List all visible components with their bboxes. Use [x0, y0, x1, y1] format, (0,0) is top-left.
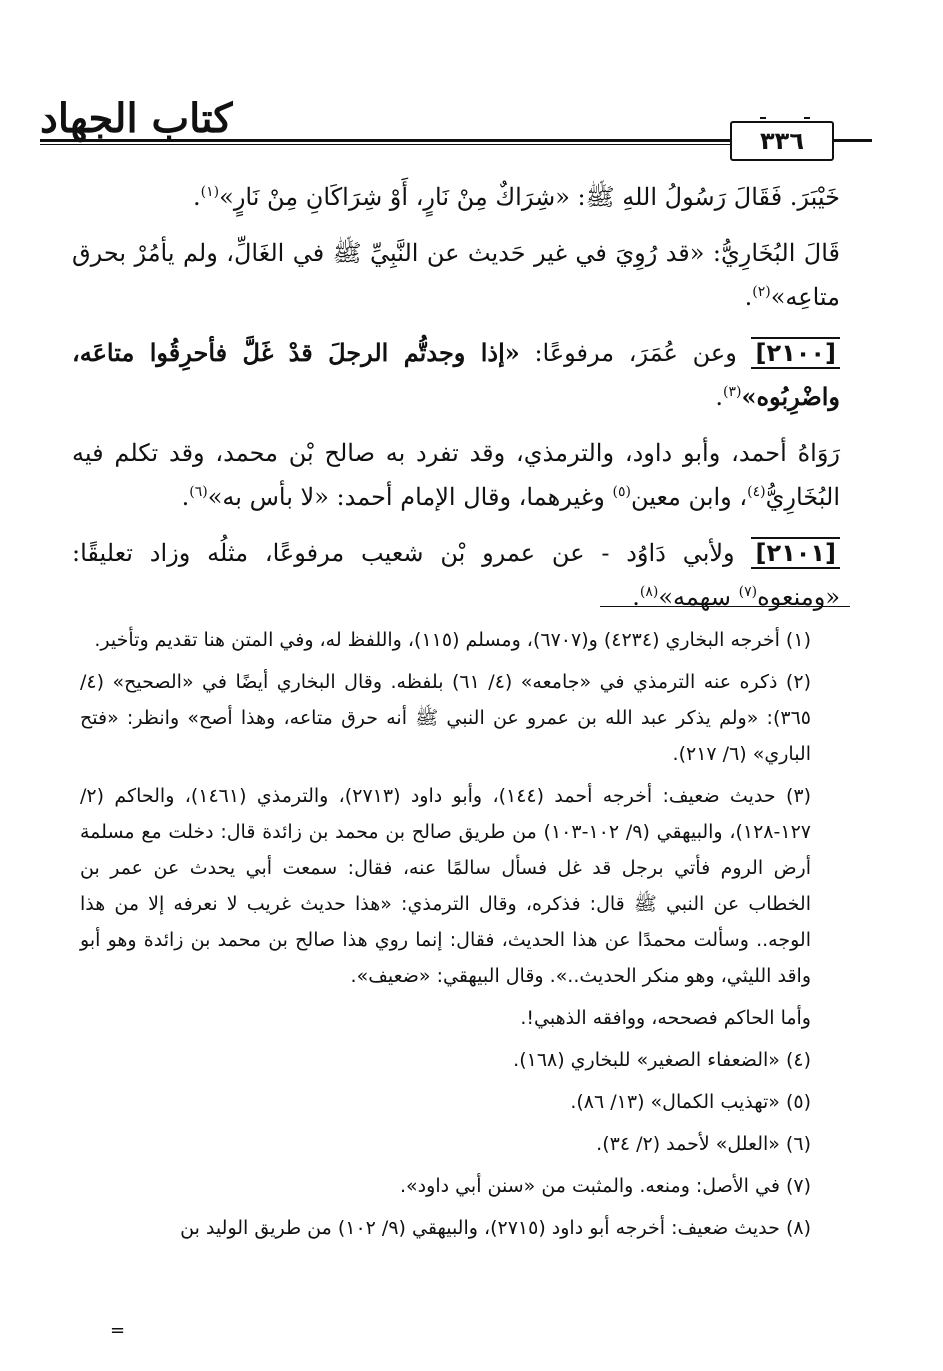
footnote-3: (٣) حديث ضعيف: أخرجه أحمد (١٤٤)، وأبو داود (٢٧١٣)، والترمذي (١٤٦١)، والحاكم (٢/ ١٢٧-١٢٨)، والبيهقي (٩/ ١٠٢-١٠٣) من طريق صالح بن محمد بن زائدة قال: دخلت مع مسلمة أرض الروم فأتي برجل قد غل فسأل سالمًا عنه، فقال: سمعت أبي يحدث عن عمر بن الخطاب عن النبي ﷺ قال: فذكره، وقال الترمذي: «هذا حديث غريب لا نعرفه إلا من هذا الوجه.. وسألت محمدًا عن هذا الحديث، فقال: إنما روي هذا صالح بن محمد بن زائدة وهو أبو واقد الليثي، وهو منكر الحديث..». وقال البيهقي: «ضعيف».: [80, 785, 811, 987]
footnote-5: (٥) «تهذيب الكمال» (١٣/ ٨٦).: [570, 1091, 811, 1113]
paragraph-3: رَوَاهُ أحمد، وأبو داود، والترمذي، وقد تفرد به صالح بْن محمد، وقد تكلم فيه البُخَارِيُّ$^{(٤)}$، وابن معين$^{(٥)}$ وغيرهما، وقال الإمام أحمد: «لا بأس به»$^{(٦)}$.: [72, 439, 840, 511]
paragraph-3-text-b: ، وابن معين: [630, 483, 748, 511]
header-rule-tail: [832, 139, 872, 142]
paragraph-1-text: خَيْبَرَ. فَقَالَ رَسُولُ اللهِ ﷺ: «شِرَاكٌ مِنْ نَارٍ، أَوْ شِرَاكَانِ مِنْ نَارٍ»: [219, 183, 840, 211]
paragraph-2-text: قَالَ البُخَارِيُّ: «قد رُوِيَ في غير حَديث عن النَّبِيِّ ﷺ في الغَالِّ، ولم يأمُرْ بحرق متاعِه»: [72, 239, 840, 311]
footnote-ref-5[interactable]: (٥): [612, 484, 631, 500]
footnote-ref-1[interactable]: (١): [200, 184, 220, 200]
hadith-number: [ ٢١٠٠ ]: [751, 337, 840, 369]
page-header: [40, 95, 910, 165]
footnote-ref-4[interactable]: (٤): [747, 484, 766, 500]
footnotes: [80, 622, 835, 1252]
footnote-3-cont: وأما الحاكم فصححه، ووافقه الذهبي!.: [520, 1007, 811, 1029]
header-rule: [40, 139, 730, 142]
hadith-text-end: سهمه»: [658, 583, 739, 611]
footnote-ref-2[interactable]: (٢): [752, 284, 771, 300]
footnote-8: (٨) حديث ضعيف: أخرجه أبو داود (٢٧١٥)، والبيهقي (٩/ ١٠٢) من طريق الوليد بن: [180, 1217, 811, 1239]
book-title: كتاب الجهاد: [40, 95, 233, 142]
paragraph-1: خَيْبَرَ. فَقَالَ رَسُولُ اللهِ ﷺ: «شِرَاكٌ مِنْ نَارٍ، أَوْ شِرَاكَانِ مِنْ نَارٍ»$^{(١)}$.: [193, 183, 840, 211]
header-rule-thin: [40, 144, 730, 145]
footnote-ref-6[interactable]: (٦): [189, 484, 208, 500]
hadith-intro: وعن عُمَرَ، مرفوعًا:: [519, 339, 737, 367]
footnote-divider: [600, 606, 850, 607]
hadith-text: «إذا وجدتُّم الرجلَ قدْ غَلَّ فأحرِقُوا متاعَه، واضْرِبُوه»: [72, 338, 840, 411]
footnote-1: (١) أخرجه البخاري (٤٢٣٤) و(٦٧٠٧)، ومسلم (١١٥)، واللفظ له، وفي المتن هنا تقديم وتأخير.: [94, 629, 811, 651]
hadith-2100: [ ٢١٠٠ ] وعن عُمَرَ، مرفوعًا: «إذا وجدتُّم الرجلَ قدْ غَلَّ فأحرِقُوا متاعَه، واضْرِبُوه»$^{(٣)}$.: [72, 331, 840, 419]
hadith-2101: [ ٢١٠١ ] ولأبي دَاوُد - عن عمرو بْن شعيب مرفوعًا، مثلُه وزاد تعليقًا: «ومنعوه$^{(٧)}$ سهمه»$^{(٨)}$.: [72, 531, 840, 619]
hadith-number: [ ٢١٠١ ]: [751, 537, 840, 569]
footnote-4: (٤) «الضعفاء الصغير» للبخاري (١٦٨).: [513, 1049, 811, 1071]
paragraph-2: قَالَ البُخَارِيُّ: «قد رُوِيَ في غير حَديث عن النَّبِيِّ ﷺ في الغَالِّ، ولم يأمُرْ بحرق متاعِه»$^{(٢)}$.: [72, 239, 840, 311]
footnote-6: (٦) «العلل» لأحمد (٢/ ٣٤).: [596, 1133, 811, 1155]
page-number: ٣٣٦: [730, 121, 834, 161]
paragraph-3-text-c: وغيرهما، وقال الإمام أحمد: «لا بأس به»: [207, 483, 613, 511]
continuation-mark: =: [110, 1320, 126, 1341]
footnote-ref-8[interactable]: (٨): [639, 584, 659, 600]
hadith-text: ولأبي دَاوُد - عن عمرو بْن شعيب مرفوعًا، مثلُه وزاد تعليقًا: «ومنعوه: [72, 539, 840, 611]
footnote-2: (٢) ذكره عنه الترمذي في «جامعه» (٤/ ٦١) بلفظه. وقال البخاري أيضًا في «الصحيح» (٤/ ٣٦٥): «ولم يذكر عبد الله بن عمرو عن النبي ﷺ أنه حرق متاعه، وهذا أصح» وانظر: «فتح الباري» (٦/ ٢١٧).: [80, 671, 811, 765]
main-text: [72, 175, 840, 631]
footnote-ref-3[interactable]: (٣): [723, 384, 742, 400]
paragraph-3-text-a: رَوَاهُ أحمد، وأبو داود، والترمذي، وقد تفرد به صالح بْن محمد، وقد تكلم فيه البُخَارِيُّ: [72, 439, 840, 511]
footnote-ref-7[interactable]: (٧): [738, 584, 758, 600]
footnote-7: (٧) في الأصل: ومنعه. والمثبت من «سنن أبي داود».: [400, 1175, 811, 1197]
